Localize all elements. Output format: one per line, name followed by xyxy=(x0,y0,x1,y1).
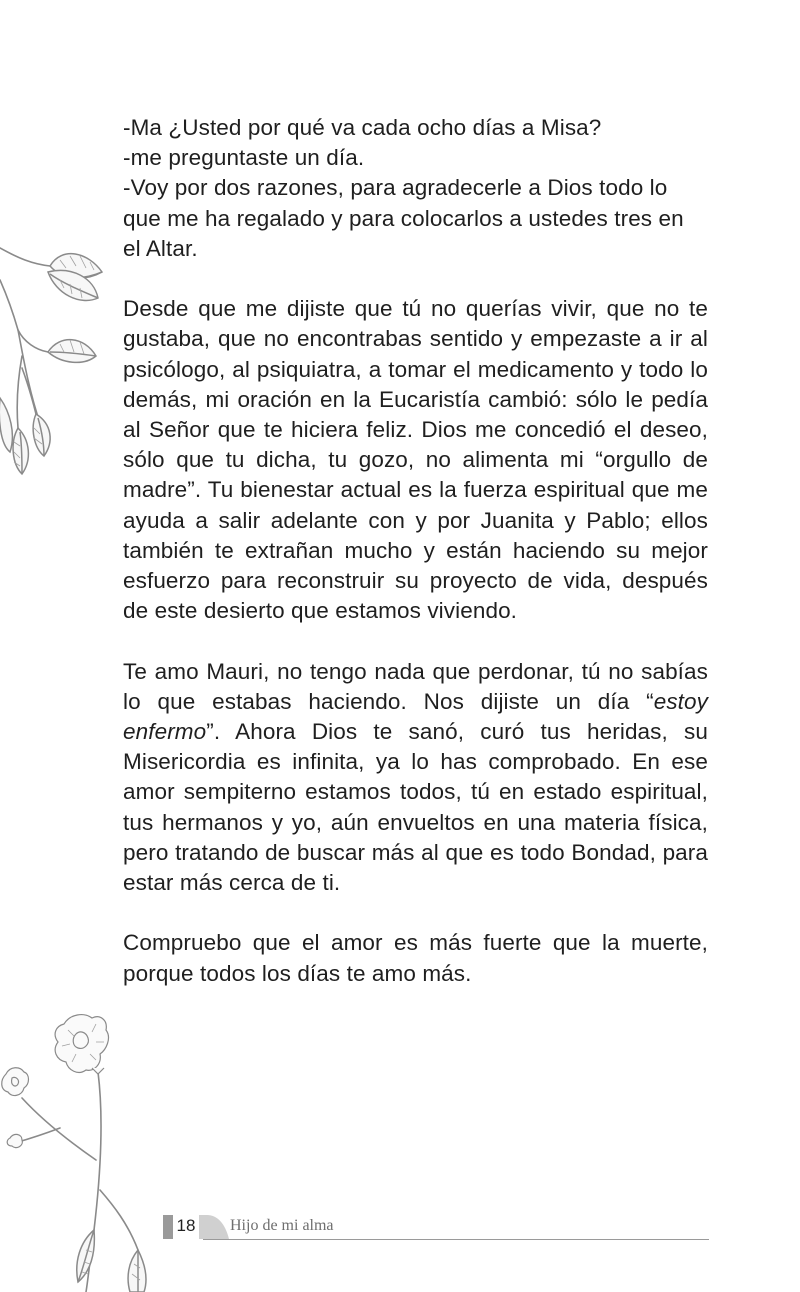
italic-quote: estoy enfermo xyxy=(123,688,708,745)
paragraph-desde-que: Desde que me dijiste que tú no querías vivir, que no te gustaba, que no encontrabas sentido y empezaste a ir al psicólogo, al psiquiatra, a tomar el medicamento y todo lo demás, mi oración en la Eucaristía cambió: sólo le pedía al Señor que te hiciera feliz. Dios me concedió el deseo, sólo que tu dicha, tu gozo, no alimenta mi “orgullo de madre”. Tu bienestar actual es la fuerza espiritual que me ayuda a salir adelante con y por Juanita y Pablo; ellos también te extrañan mucho y están haciendo su mejor esfuerzo para reconstruir su proyecto de vida, después de este desierto que estamos viviendo. xyxy=(123,296,708,624)
paragraph-text: ”. Ahora Dios te sanó, curó tus heridas, su Misericordia es infinita, ya lo has comprobado. En ese amor sempiterno estamos todos, tú en estado espiritual, tus hermanos y yo, aún envueltos en una materia física, pero tratando de buscar más al que es todo Bondad, para estar más cerca de ti. xyxy=(123,719,708,896)
paragraph-text: Te amo Mauri, no tengo nada que perdonar, tú no sabías lo que estabas haciendo. Nos dijiste un día “ xyxy=(123,658,708,714)
dialogue-line: que me ha regalado y para colocarlos a ustedes tres en xyxy=(123,205,684,231)
page-number: 18 xyxy=(176,1216,196,1235)
dialogue-line: -Voy por dos razones, para agradecerle a Dios todo lo xyxy=(123,175,668,201)
paragraph-compruebo: Compruebo que el amor es más fuerte que la muerte, porque todos los días te amo más. xyxy=(123,930,708,986)
page-footer xyxy=(163,1213,709,1243)
footer-rule xyxy=(203,1239,709,1240)
dialogue-paragraph xyxy=(123,113,708,264)
dialogue-line: -me preguntaste un día. xyxy=(123,145,365,171)
wildflower-illustration xyxy=(0,1010,162,1292)
body-text xyxy=(123,113,708,989)
paragraph-te-amo-mauri xyxy=(123,657,708,899)
running-title: Hijo de mi alma xyxy=(230,1217,334,1234)
dialogue-line: el Altar. xyxy=(123,235,198,261)
leaf-branch-illustration xyxy=(0,238,110,500)
dialogue-line: -Ma ¿Usted por qué va cada ocho días a Misa? xyxy=(123,115,602,140)
